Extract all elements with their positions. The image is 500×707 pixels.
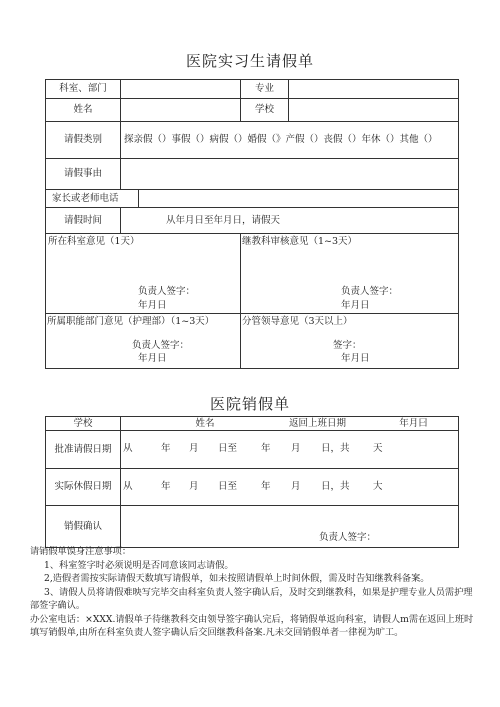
approved-month-2: 月 [291,443,301,454]
leave-type-label: 请假类别 [46,122,121,159]
dept-label: 科室、部门 [46,80,121,99]
dept-field[interactable] [121,80,241,99]
approved-from: 从 [123,443,133,454]
approved-day-unit: 天 [373,443,383,454]
cancel-confirm-label: 销假确认 [46,506,121,548]
approved-year-2: 年 [261,443,271,454]
reason-label: 请假事由 [46,159,121,190]
functional-signer-label: 负责人签字： [132,340,190,351]
return-date-label: 返回上班日期 [289,418,347,429]
dept-date-label: 年月日 [138,300,167,311]
functional-date-label: 年月日 [138,353,167,364]
cancel-confirm-field[interactable] [121,506,459,548]
leave-cancel-table [45,416,459,548]
dept-opinion-cell[interactable] [46,234,241,314]
leader-opinion-cell[interactable] [241,314,459,369]
actual-day-to: 日至 [218,481,238,492]
leader-signer-label: 签字： [333,340,362,351]
actual-month-1: 月 [189,481,199,492]
edu-signer-label: 负责人签字： [341,286,399,297]
note-contact: 办公室电话：×XXX.请假单子待继教科交由领导签字确认完后，将销假单返向科室，请假人m需在返回上班时填写销假单,由所在科室负责人签字确认后交回继教科备案.凡未交回销假单者一律视为旷工。 [30,613,474,638]
reason-field[interactable] [121,159,459,190]
functional-opinion-cell[interactable] [46,314,241,369]
approved-day-total: 日，共 [321,443,350,454]
actual-year-2: 年 [261,481,271,492]
edu-opinion-cell[interactable] [241,234,459,314]
leave-time-value[interactable]: 从年月日至年月日，请假天 [121,208,459,234]
functional-opinion-label: 所属职能部门意见（护理部）（1~3天） [47,316,215,327]
school-field[interactable] [289,99,459,122]
major-label: 专业 [241,80,289,99]
leave-request-table [45,79,459,369]
name-field[interactable] [121,99,241,122]
contact-field[interactable] [139,190,458,207]
dept-opinion-label: 所在科室意见（1天） [48,236,140,247]
dept-signer-label: 负责人签字： [138,286,196,297]
note-item-3: 3、请假人员将请假难映写完毕交由科室负责人签字确认后，及时交到继教科，如果是护理专业人员需护理部签字确认。 [30,586,473,611]
leave-time-label: 请假时间 [46,208,121,234]
actual-dates-field[interactable] [121,469,459,506]
school-label: 学校 [241,99,289,122]
note-item-2: 2,造假者需按实际请假天数填写请假单，如未按照请假单上时间休假，需及时告知继教科备案。 [44,573,430,584]
leader-opinion-label: 分管领导意见（3天以上） [242,316,353,327]
cancel-header-row [121,417,459,431]
cancel-signer-label: 负责人签字： [319,532,377,543]
cancel-school-label: 学校 [46,417,121,431]
major-field[interactable] [289,80,459,99]
approved-dates-field[interactable] [121,431,459,469]
actual-month-2: 月 [291,481,301,492]
cancel-name-label: 姓名 [195,418,215,429]
approved-month-1: 月 [189,443,199,454]
approved-dates-label: 批准请假日期 [46,431,121,469]
notes-heading: 请销假单馍身注意事项： [30,546,132,557]
leader-date-label: 年月日 [341,353,370,364]
return-date-value[interactable]: 年月曰 [399,418,428,429]
contact-row [46,190,459,208]
notes-section [30,545,478,640]
contact-label: 家长或老师电话 [46,190,139,207]
leave-type-options[interactable]: 探亲假（）事假（）病假（）婚假（》产假（）丧假（）年休（）其他（） [121,122,459,159]
cancel-form-title: 医院销假单 [209,395,290,413]
actual-dates-label: 实际休假日期 [46,469,121,506]
approved-day-to: 日至 [218,443,238,454]
name-label: 姓名 [46,99,121,122]
edu-date-label: 年月日 [341,300,370,311]
approved-year-1: 年 [161,443,171,454]
edu-opinion-label: 继教科审核意见（1~3天） [242,236,358,247]
actual-from: 从 [123,481,133,492]
actual-day-total: 日，共 [321,481,350,492]
note-item-1: 1、科室签字时必须说明是否同意该同志请假。 [44,559,234,571]
leave-form-title: 医院实习生请假单 [185,52,314,70]
actual-day-unit: 大 [373,481,383,492]
actual-year-1: 年 [161,481,171,492]
